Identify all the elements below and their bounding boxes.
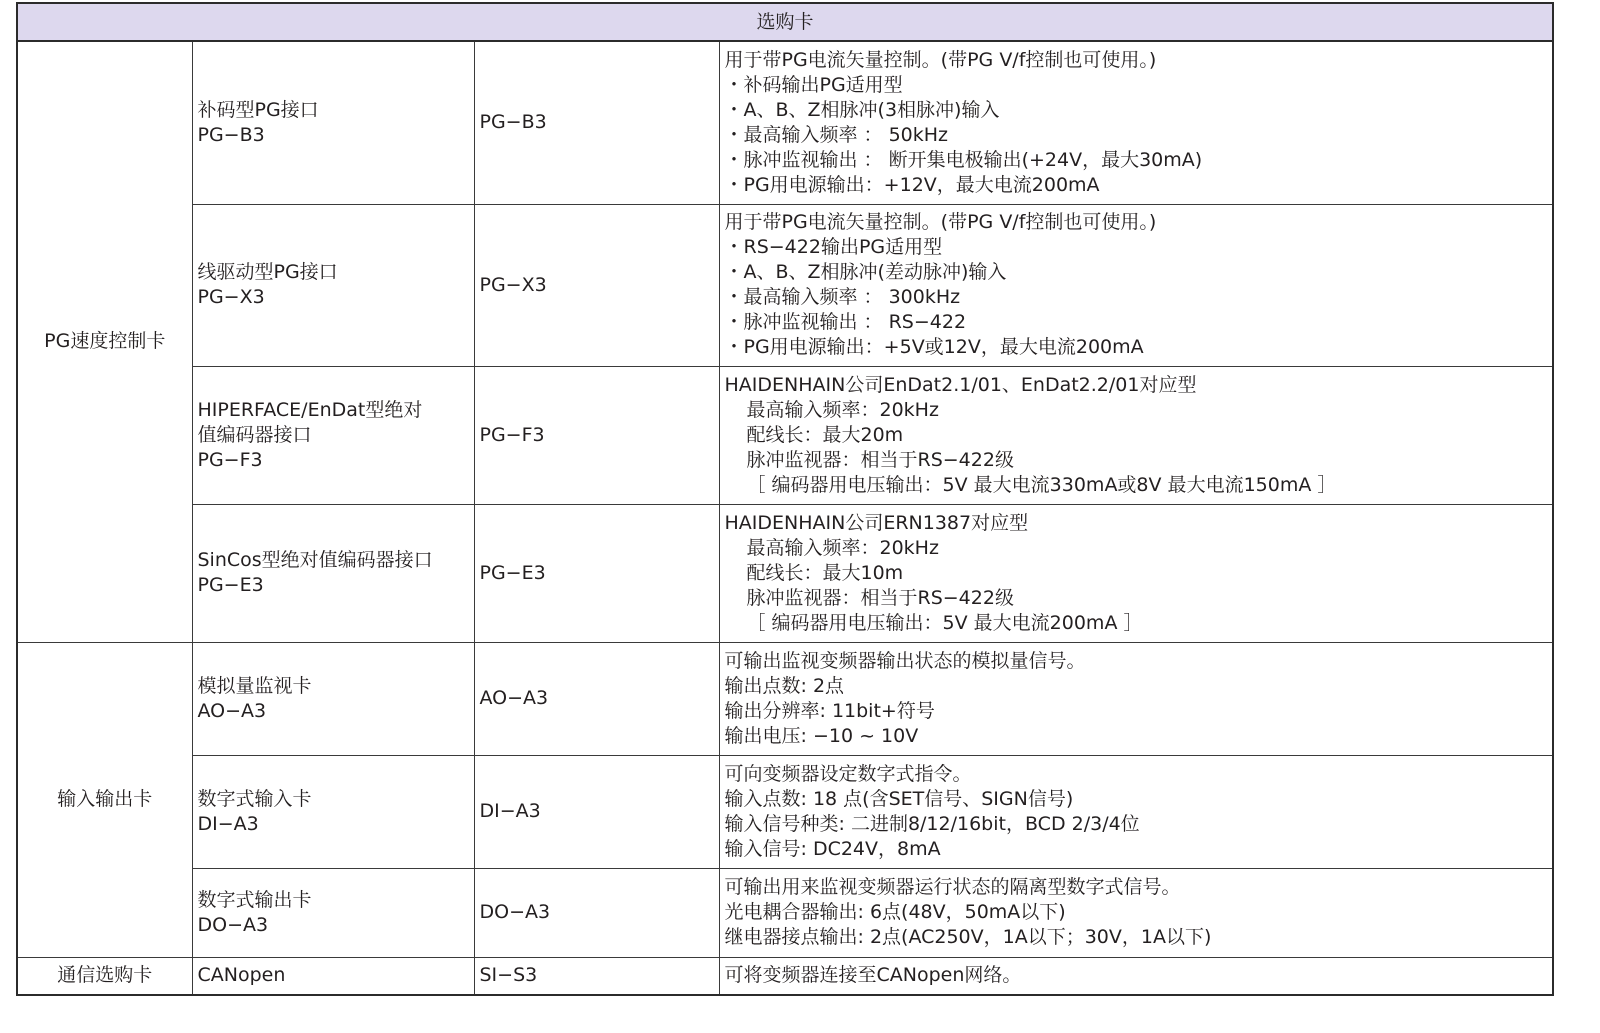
card-name-cell xyxy=(192,366,474,504)
description-line: 可输出用来监视变频器运行状态的隔离型数字式信号。 xyxy=(724,876,1181,898)
description-line: HAIDENHAIN公司ERN1387对应型 xyxy=(724,511,1029,534)
card-code: PG−B3 xyxy=(197,123,265,146)
card-name: 值编码器接口 xyxy=(197,423,312,446)
table-row xyxy=(17,41,1553,204)
category-cell xyxy=(17,642,192,957)
description-line: 输出电压: −10 ~ 10V xyxy=(724,724,919,747)
description-line: 光电耦合器输出: 6点(48V，50mA以下) xyxy=(724,901,1066,923)
description-line: ・PG用电源输出：+5V或12V，最大电流200mA xyxy=(724,336,1144,358)
card-name-cell xyxy=(192,41,474,204)
description-cell xyxy=(719,642,1553,755)
description-line: ［ 编码器用电压输出：5V 最大电流200mA ］ xyxy=(746,611,1143,634)
description-line: ・脉冲监视输出 ： 断开集电极输出(+24V，最大30mA) xyxy=(724,148,1203,171)
description-line: 继电器接点输出: 2点(AC250V，1A以下；30V，1A以下) xyxy=(724,926,1212,948)
card-name: 模拟量监视卡 xyxy=(197,674,312,697)
table-row xyxy=(17,755,1553,868)
description-cell xyxy=(719,41,1553,204)
options-table xyxy=(16,2,1554,996)
table-title: 选购卡 xyxy=(17,3,1553,41)
description-line: 输入点数: 18 点(含SET信号、SIGN信号) xyxy=(724,787,1074,810)
model-cell: SI−S3 xyxy=(474,957,719,995)
card-name: 线驱动型PG接口 xyxy=(197,261,338,283)
description-cell xyxy=(719,204,1553,366)
description-line: 最高输入频率：20kHz xyxy=(746,536,939,559)
card-code: DO−A3 xyxy=(197,913,269,936)
description-line: ・最高输入频率 ： 300kHz xyxy=(724,286,961,308)
card-name: CANopen xyxy=(197,964,286,987)
card-name-cell xyxy=(192,642,474,755)
description-line: HAIDENHAIN公司EnDat2.1/01、EnDat2.2/01对应型 xyxy=(724,373,1197,396)
description-line: ・RS−422输出PG适用型 xyxy=(724,236,943,258)
table-row xyxy=(17,366,1553,504)
card-code: PG−E3 xyxy=(197,574,264,596)
card-name-cell xyxy=(192,504,474,642)
card-name: HIPERFACE/EnDat型绝对 xyxy=(197,398,423,421)
description-line: 可输出监视变频器输出状态的模拟量信号。 xyxy=(724,649,1086,672)
description-cell xyxy=(719,504,1553,642)
description-line: 输入信号: DC24V，8mA xyxy=(724,837,941,860)
description-line: 脉冲监视器：相当于RS−422级 xyxy=(746,448,1014,471)
card-code: PG−F3 xyxy=(197,448,263,471)
description-cell xyxy=(719,957,1553,995)
description-line: 脉冲监视器：相当于RS−422级 xyxy=(746,586,1014,609)
description-line: 用于带PG电流矢量控制。(带PG V/f控制也可使用。) xyxy=(724,211,1157,233)
description-line: 可将变频器连接至CANopen网络。 xyxy=(724,964,1022,987)
table-header-row xyxy=(17,3,1553,41)
card-name: 补码型PG接口 xyxy=(197,98,319,121)
card-code: DI−A3 xyxy=(197,812,259,835)
description-line: 最高输入频率：20kHz xyxy=(746,398,939,421)
category-label: 输入输出卡 xyxy=(57,788,153,810)
category-label: PG速度控制卡 xyxy=(44,330,166,353)
model-cell: PG−E3 xyxy=(474,504,719,642)
table-row xyxy=(17,642,1553,755)
card-code: AO−A3 xyxy=(197,699,267,722)
description-cell xyxy=(719,868,1553,957)
card-code: PG−X3 xyxy=(197,286,265,308)
description-line: ・补码输出PG适用型 xyxy=(724,73,903,96)
card-name-cell xyxy=(192,755,474,868)
description-line: 配线长：最大20m xyxy=(746,423,904,446)
model-cell: DO−A3 xyxy=(474,868,719,957)
card-name-cell xyxy=(192,868,474,957)
category-cell xyxy=(17,957,192,995)
category-cell xyxy=(17,41,192,642)
model-cell: DI−A3 xyxy=(474,755,719,868)
card-name: 数字式输出卡 xyxy=(197,888,312,911)
table-row xyxy=(17,504,1553,642)
description-line: 输入信号种类: 二进制8/12/16bit，BCD 2/3/4位 xyxy=(724,812,1140,835)
description-line: 配线长：最大10m xyxy=(746,561,904,584)
model-cell: PG−X3 xyxy=(474,204,719,366)
card-name: SinCos型绝对值编码器接口 xyxy=(197,549,433,571)
description-line: ［ 编码器用电压输出：5V 最大电流330mA或8V 最大电流150mA ］ xyxy=(746,473,1337,496)
description-cell xyxy=(719,366,1553,504)
description-line: ・最高输入频率 ： 50kHz xyxy=(724,123,949,146)
description-line: ・A、B、Z相脉冲(差动脉冲)输入 xyxy=(724,261,1007,283)
table-row xyxy=(17,204,1553,366)
description-line: 输出点数: 2点 xyxy=(724,674,845,697)
table-row xyxy=(17,868,1553,957)
description-cell xyxy=(719,755,1553,868)
description-line: ・PG用电源输出：+12V，最大电流200mA xyxy=(724,173,1100,196)
description-line: ・A、B、Z相脉冲(3相脉冲)输入 xyxy=(724,98,1000,121)
card-name: 数字式输入卡 xyxy=(197,787,312,810)
card-name-cell xyxy=(192,204,474,366)
card-name-cell xyxy=(192,957,474,995)
description-line: 用于带PG电流矢量控制。(带PG V/f控制也可使用。) xyxy=(724,48,1157,71)
category-label: 通信选购卡 xyxy=(57,964,153,987)
model-cell: AO−A3 xyxy=(474,642,719,755)
description-line: ・脉冲监视输出 ： RS−422 xyxy=(724,311,967,333)
description-line: 输出分辨率: 11bit+符号 xyxy=(724,699,935,722)
table-row xyxy=(17,957,1553,995)
model-cell: PG−B3 xyxy=(474,41,719,204)
description-line: 可向变频器设定数字式指令。 xyxy=(724,762,972,785)
model-cell: PG−F3 xyxy=(474,366,719,504)
